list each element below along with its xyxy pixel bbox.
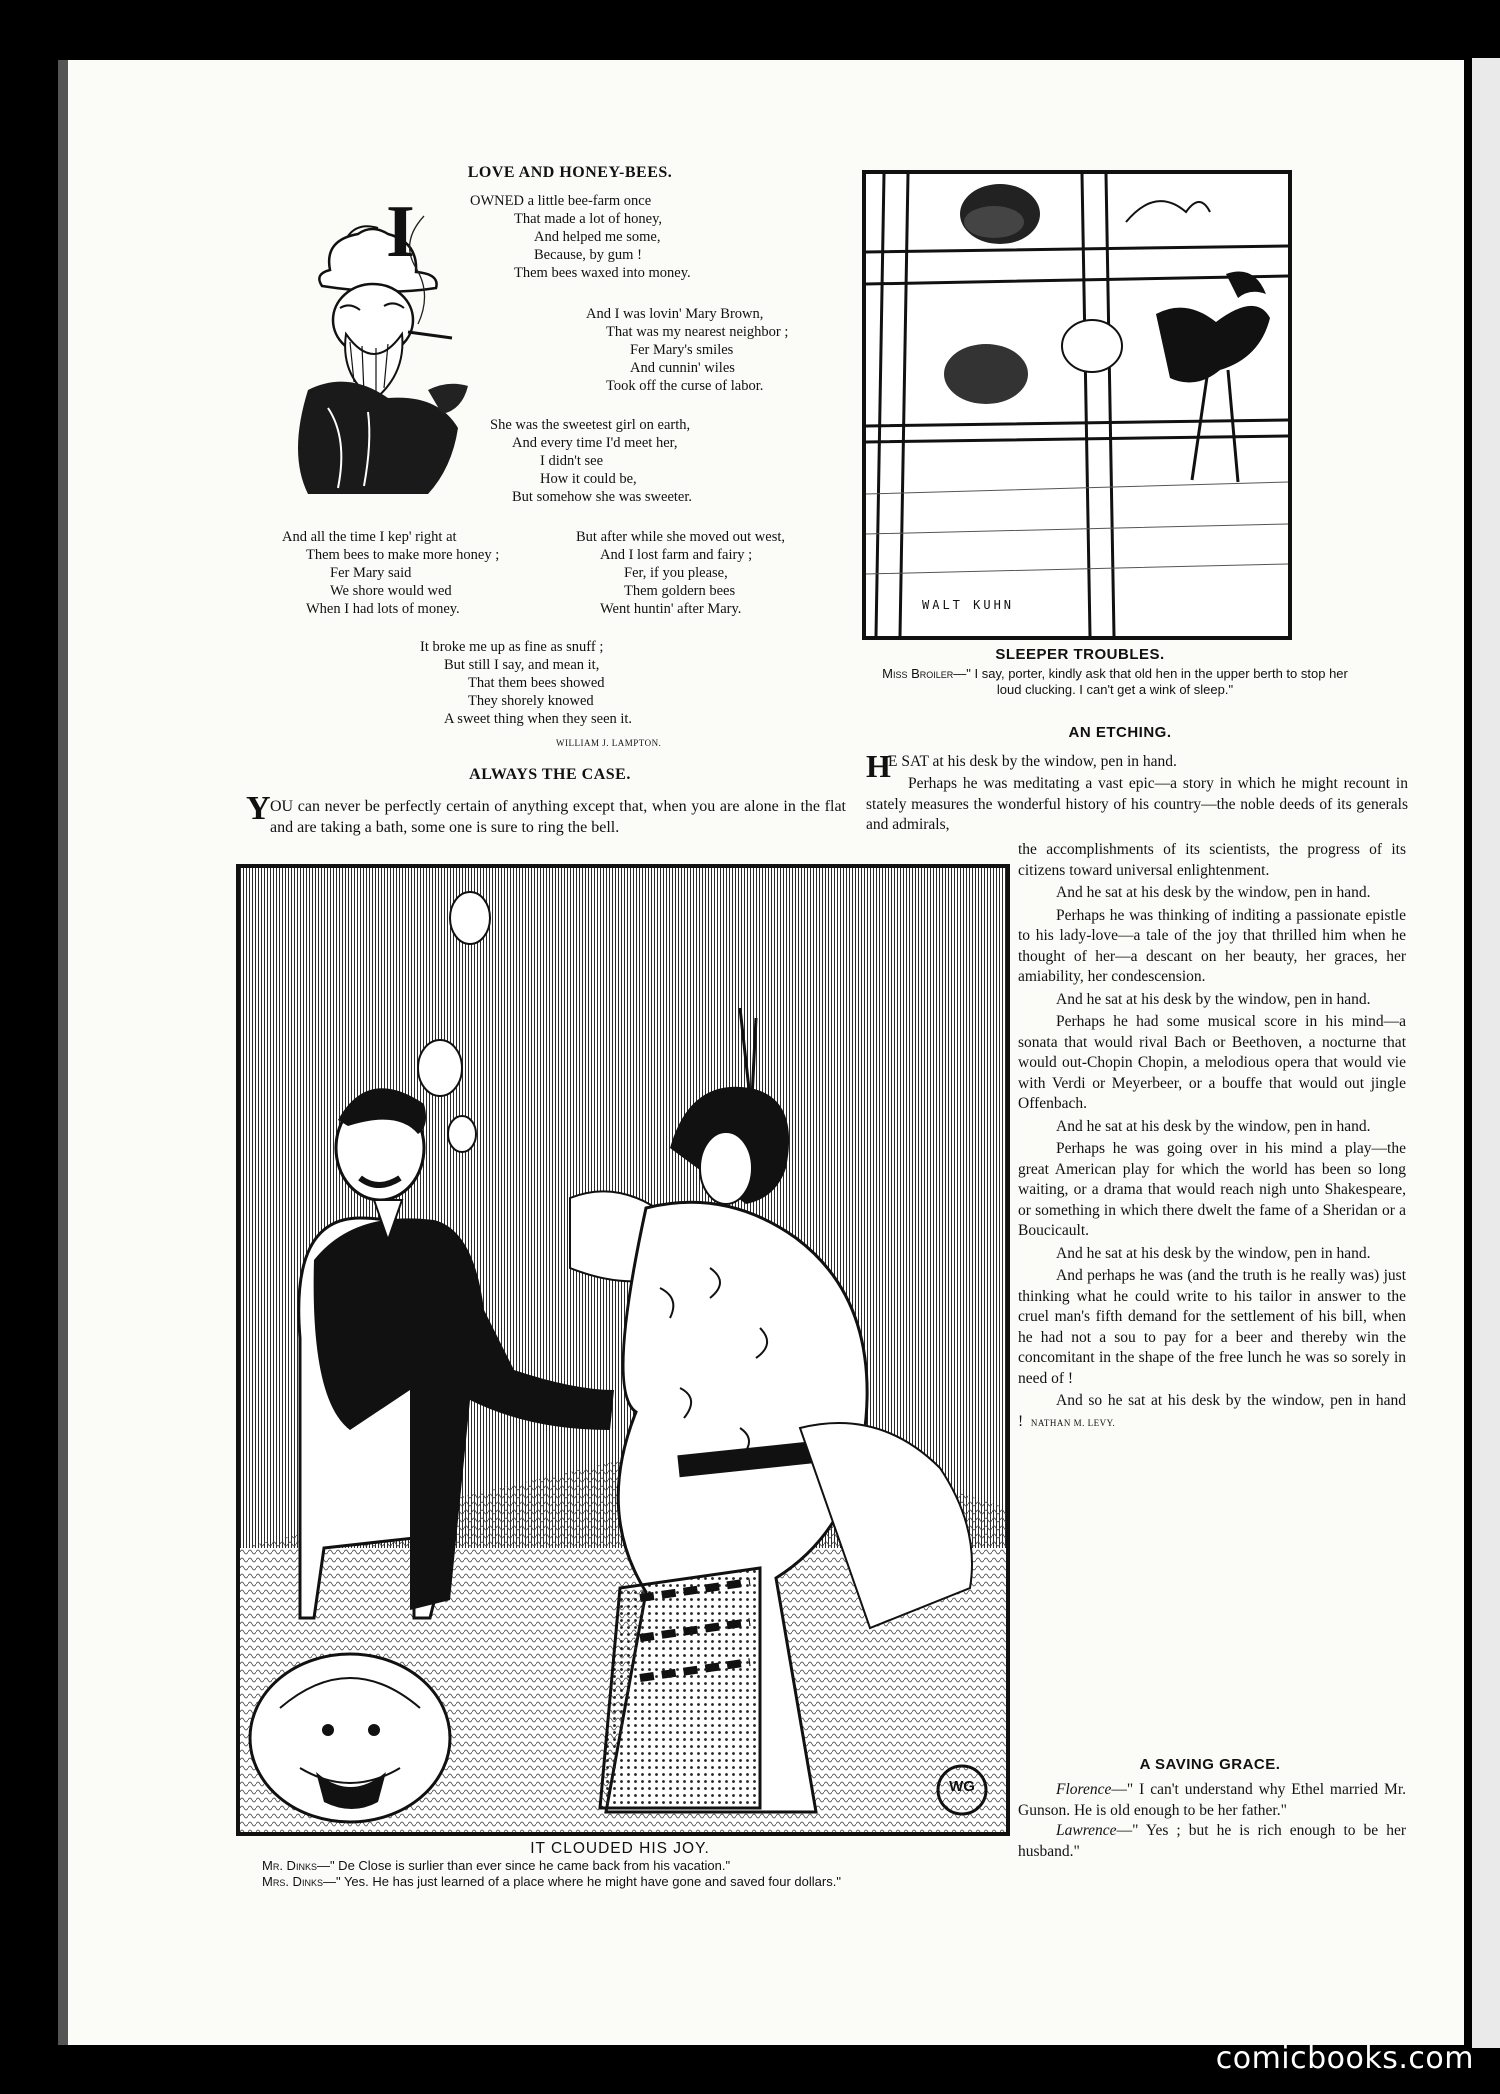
page-spine-shadow [58, 60, 68, 2045]
etching-paragraph: And he sat at his desk by the window, pen in hand. [1056, 1244, 1371, 1262]
always-the-case-drop-cap: Y [246, 790, 271, 827]
sleeper-troubles-caption [880, 666, 1350, 698]
poem-line: That them bees showed [468, 675, 605, 691]
artist-signature: WALT KUHN [922, 598, 1015, 612]
poem-stanza-4 [282, 528, 542, 618]
poem-line: When I had lots of money. [306, 601, 460, 617]
poem-line: We shore would wed [330, 583, 452, 599]
caption-line [262, 1858, 1022, 1874]
poem-stanza-5 [576, 528, 836, 618]
poem-line: But after while she moved out west, [576, 529, 785, 545]
etching-last-line: And so he sat at his desk by the window, pen in hand ! [1018, 1392, 1406, 1430]
poem-line: Went huntin' after Mary. [600, 601, 742, 617]
a-saving-grace-title: A SAVING GRACE. [1139, 1756, 1281, 1773]
poem-drop-cap: I [386, 191, 415, 273]
poem-line: And cunnin' wiles [630, 360, 735, 376]
poem-line: And I lost farm and fairy ; [600, 547, 753, 563]
poem-line: Them bees waxed into money. [514, 265, 691, 281]
etching-paragraph: And he sat at his desk by the window, pen in hand. [1056, 884, 1371, 901]
etching-author: NATHAN M. LEVY. [1030, 1417, 1116, 1428]
sleeper-troubles-cartoon [862, 170, 1292, 640]
poem-line: OWNED a little bee-farm once [470, 193, 652, 209]
speaker-name: Florence [1056, 1781, 1112, 1798]
etching-paragraph: Perhaps he was going over in his mind a play—the great American play for which the world has been so long waiting, or a drama that would reach nigh unto Shakespeare, or something in which there dwelt the fame of a Sheridan or a Boucicault. [1018, 1140, 1406, 1239]
it-clouded-his-joy-caption [262, 1858, 1022, 1890]
poem-line: Fer, if you please, [624, 565, 728, 581]
poem-line: Them bees to make more honey ; [306, 547, 500, 563]
poem-line: Took off the curse of labor. [606, 378, 764, 394]
poem-line: Fer Mary's smiles [630, 342, 734, 358]
poem-line: And I was lovin' Mary Brown, [586, 306, 764, 322]
poem-line: They shorely knowed [468, 693, 594, 709]
dialogue: —" Yes ; but he is rich enough to be her husband." [1018, 1822, 1406, 1860]
poem-line: But somehow she was sweeter. [512, 489, 693, 505]
poem-stanza-3 [490, 416, 750, 506]
an-etching-first-line: E SAT at his desk by the window, pen in hand. [888, 753, 1177, 770]
poem-line: That made a lot of honey, [514, 211, 663, 227]
dialogue: —" I can't understand why Ethel married Mr. Gunson. He is old enough to be her father." [1018, 1781, 1406, 1819]
speaker-name: Mr. Dinks [262, 1858, 317, 1873]
poem-line: That was my nearest neighbor ; [606, 324, 789, 340]
it-clouded-his-joy-title: IT CLOUDED HIS JOY. [530, 1840, 710, 1857]
etching-paragraph: the accomplishments of its scientists, the progress of its citizens toward universal enlightenment. [1018, 841, 1406, 879]
always-the-case-title: ALWAYS THE CASE. [469, 766, 631, 783]
etching-paragraph [1018, 1391, 1406, 1433]
saving-grace-line [1018, 1821, 1406, 1862]
an-etching-wide-paragraph: Perhaps he was meditating a vast epic—a story in which he might recount in stately measures the wonderful history of his country—the noble deeds of its generals and admirals, [866, 775, 1408, 833]
next-page-edge [1472, 58, 1500, 2048]
poem-stanza-1 [470, 192, 770, 282]
a-saving-grace-text [1018, 1780, 1406, 1862]
poem-author: WILLIAM J. LAMPTON. [556, 738, 662, 748]
saving-grace-line [1018, 1780, 1406, 1821]
always-the-case-text: OU can never be perfectly certain of anything except that, when you are alone in the flat and are taking a bath, some one is sure to ring the bell. [270, 798, 846, 836]
speaker-name: Mrs. Dinks [262, 1874, 323, 1889]
caption-line [262, 1874, 1022, 1890]
poem-line: Fer Mary said [330, 565, 412, 581]
it-clouded-his-joy-cartoon [236, 864, 1010, 1836]
speaker-name: Lawrence [1056, 1822, 1117, 1839]
etching-paragraph: Perhaps he had some musical score in his mind—a sonata that would rival Bach or Beethoven, a nocturne that would out-Chopin Chopin, a melodious opera that would vie with Verdi or Meyerbeer, or a bouffe that would out jingle Offenbach. [1018, 1013, 1406, 1112]
caption-quote: —" De Close is surlier than ever since he came back from his vacation." [316, 1858, 731, 1873]
poem-line: Because, by gum ! [534, 247, 642, 263]
speaker-name: Miss Broiler [882, 666, 954, 681]
poem-line: Them goldern bees [624, 583, 736, 599]
poem-line: How it could be, [540, 471, 637, 487]
poem-stanza-2 [586, 305, 846, 395]
artist-monogram: WG [949, 1778, 975, 1795]
poem-line: And helped me some, [534, 229, 661, 245]
etching-paragraph: And he sat at his desk by the window, pen in hand. [1056, 990, 1371, 1008]
an-etching-drop-cap: H [866, 748, 891, 784]
poem-line: And every time I'd meet her, [512, 435, 678, 451]
etching-paragraph: Perhaps he was thinking of inditing a passionate epistle to his lady-love—a tale of the joy that thrilled him when he thought of her—a descant on her beauty, her graces, her amiability, her condescension. [1018, 906, 1406, 985]
etching-paragraph: And perhaps he was (and the truth is he really was) just thinking what he could write to his tailor in answer to the cruel man's fifth demand for the settlement of his bill, when he had not a sou to pay for a beer and thereby win the concomitant in the shape of the free lunch he was so sorely in need of ! [1018, 1267, 1406, 1387]
poem-line: But still I say, and mean it, [444, 657, 600, 673]
poem-line: It broke me up as fine as snuff ; [420, 639, 604, 655]
source-watermark: comicbooks.com [1215, 2041, 1474, 2076]
poem-line: She was the sweetest girl on earth, [490, 417, 691, 433]
poem-stanza-6 [420, 638, 720, 728]
an-etching-column [1018, 840, 1406, 1433]
poem-line: And all the time I kep' right at [282, 529, 457, 545]
an-etching-title: AN ETCHING. [1068, 724, 1172, 741]
etching-paragraph: And he sat at his desk by the window, pen in hand. [1056, 1117, 1371, 1135]
caption-quote: —" I say, porter, kindly ask that old hen in the upper berth to stop her loud clucking. I can't get a wink of sleep." [953, 666, 1348, 697]
poem-line: I didn't see [540, 453, 604, 469]
farmer-smoking-illustration [268, 212, 488, 502]
poem-line: A sweet thing when they seen it. [444, 711, 633, 727]
sleeper-troubles-title: SLEEPER TROUBLES. [995, 646, 1165, 663]
caption-quote: —" Yes. He has just learned of a place where he might have gone and saved four dollars." [322, 1874, 841, 1889]
poem-title: LOVE AND HONEY-BEES. [467, 164, 673, 181]
